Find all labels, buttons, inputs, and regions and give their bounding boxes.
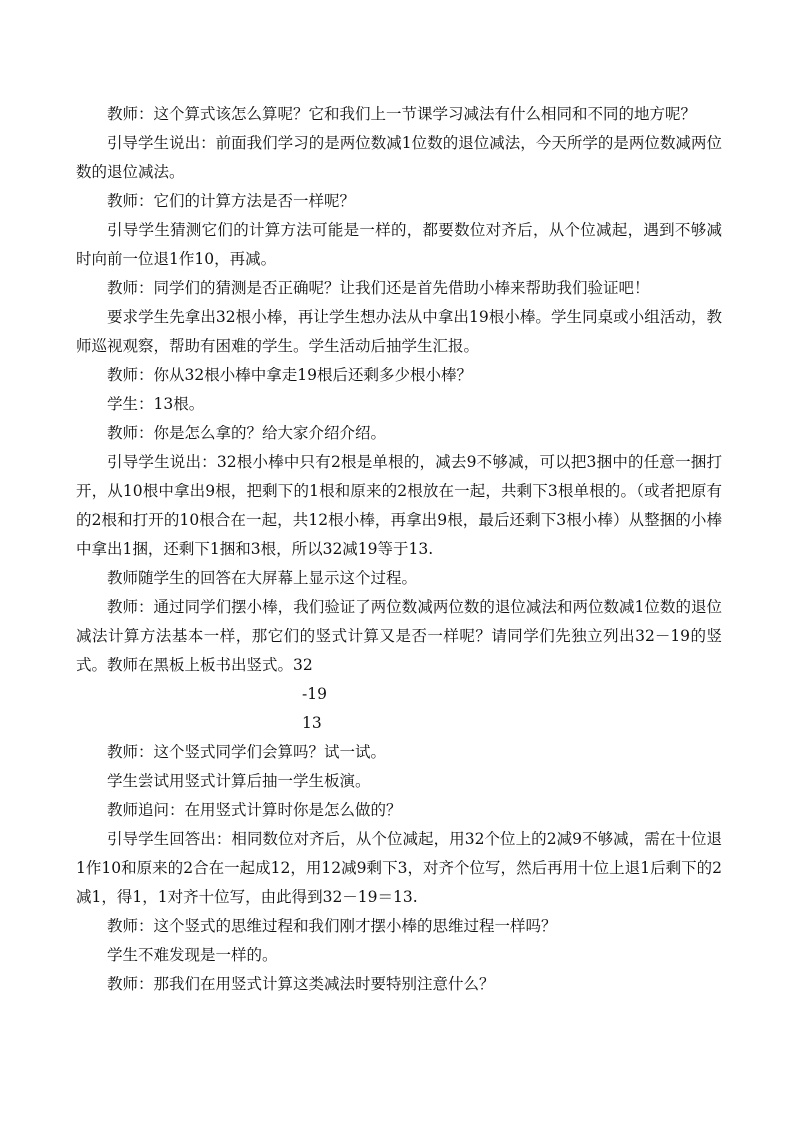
paragraph: 教师追问：在用竖式计算时你是怎么做的？: [107, 801, 402, 819]
paragraph: 教师：这个算式该怎么算呢？它和我们上一节课学习减法有什么相同和不同的地方呢？: [107, 105, 697, 123]
paragraph: 教师：它们的计算方法是否一样呢？: [107, 192, 356, 210]
paragraph: 学生尝试用竖式计算后抽一学生板演。: [107, 772, 371, 790]
paragraph: 学生不难发现是一样的。: [107, 946, 278, 964]
vertical-calc-result: 13: [302, 714, 322, 732]
paragraph: 引导学生猜测它们的计算方法可能是一样的，都要数位对齐后，从个位减起，遇到不够减时向前一位退1作10，再减。: [76, 221, 722, 268]
paragraph: 教师：同学们的猜测是否正确呢？让我们还是首先借助小棒来帮助我们验证吧！: [107, 279, 650, 297]
document-body: [76, 100, 722, 999]
paragraph: 教师随学生的回答在大屏幕上显示这个过程。: [107, 569, 418, 587]
paragraph: 引导学生说出：32根小棒中只有2根是单根的，减去9不够减，可以把3捆中的任意一捆打开，从10根中拿出9根，把剩下的1根和原来的2根放在一起，共剩下3根单根的。（或者把原有的2根和打开的10根合在一起，共12根小棒，再拿出9根，最后还剩下3根小棒）从整捆的小棒中拿出1捆，还剩下1捆和3根，所以32减19等于13.: [76, 453, 722, 558]
paragraph: 要求学生先拿出32根小棒，再让学生想办法从中拿出19根小棒。学生同桌或小组活动，教师巡视观察，帮助有困难的学生。学生活动后抽学生汇报。: [76, 308, 722, 355]
paragraph: 教师：通过同学们摆小棒，我们验证了两位数减两位数的退位减法和两位数减1位数的退位减法计算方法基本一样，那它们的竖式计算又是否一样呢？请同学们先独立列出32－19的竖式。教师在黑板上板书出竖式。32: [76, 598, 722, 674]
paragraph: 教师：这个竖式的思维过程和我们刚才摆小棒的思维过程一样吗？: [107, 917, 557, 935]
paragraph: 教师：那我们在用竖式计算这类减法时要特别注意什么？: [107, 975, 495, 993]
vertical-calc-subtrahend: -19: [302, 685, 327, 703]
paragraph: 教师：你从32根小棒中拿走19根后还剩多少根小棒？: [107, 366, 472, 384]
paragraph: 教师：这个竖式同学们会算吗？试一试。: [107, 743, 387, 761]
paragraph: 教师：你是怎么拿的？给大家介绍介绍。: [107, 424, 387, 442]
paragraph: 学生：13根。: [107, 395, 205, 413]
paragraph: 引导学生回答出：相同数位对齐后，从个位减起，用32个位上的2减9不够减，需在十位退1作10和原来的2合在一起成12，用12减9剩下3，对齐个位写，然后再用十位上退1后剩下的2减1，得1，1对齐十位写，由此得到32－19＝13.: [76, 830, 722, 906]
paragraph: 引导学生说出：前面我们学习的是两位数减1位数的退位减法，今天所学的是两位数减两位数的退位减法。: [76, 134, 722, 181]
